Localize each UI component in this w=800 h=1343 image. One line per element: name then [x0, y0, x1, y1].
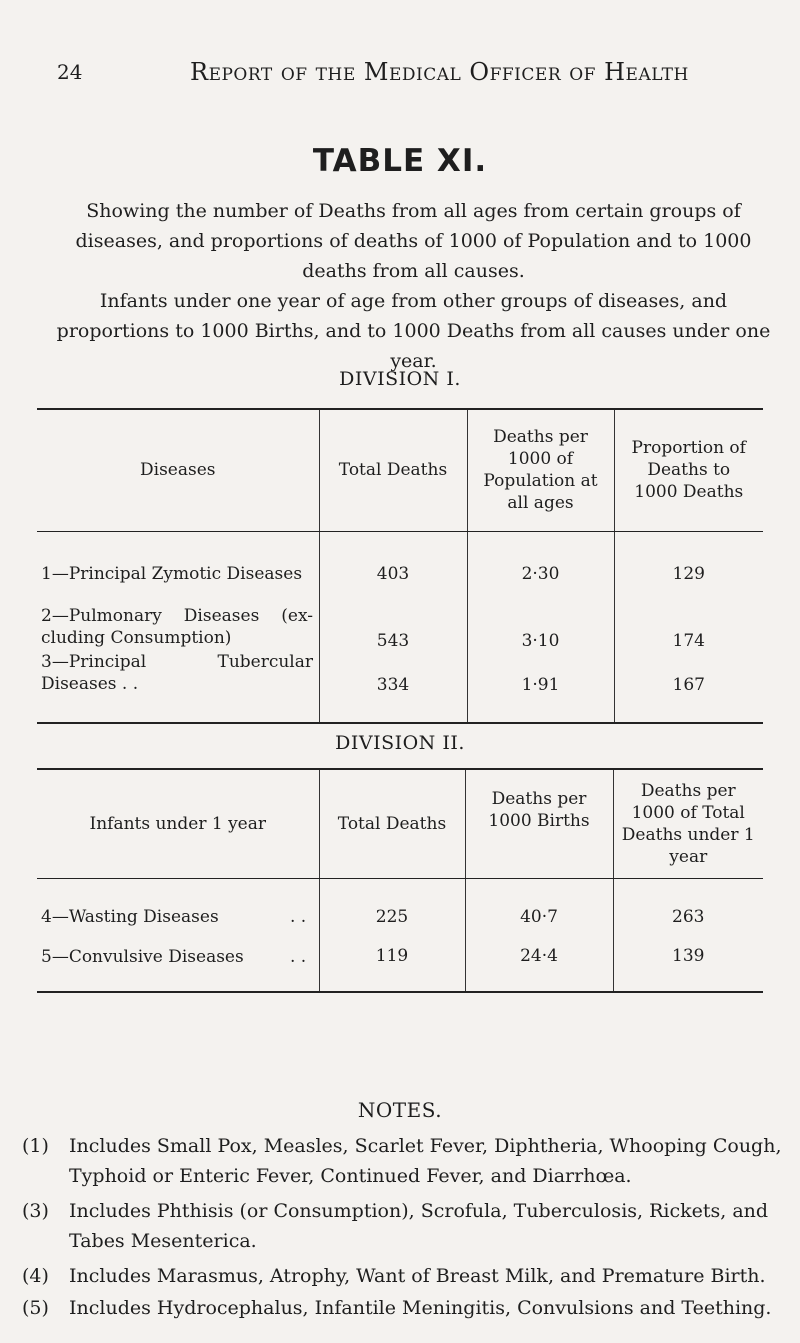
header-deaths-per-1000-births: Deaths per 1000 Births	[465, 769, 613, 878]
row-proportion: 167	[614, 651, 763, 723]
row-per-population: 3·10	[467, 603, 614, 651]
header-total-deaths: Total Deaths	[319, 769, 465, 878]
running-head: Report of the Medical Officer of Health	[190, 58, 689, 86]
row-total-deaths: 543	[319, 603, 467, 651]
row-total-deaths: 119	[319, 942, 465, 992]
row-total-deaths: 225	[319, 878, 465, 942]
table-header-row	[37, 769, 763, 878]
note-number: (5)	[22, 1297, 49, 1319]
table-header-row	[37, 409, 763, 531]
row-disease-name: 1—Principal Zymotic Diseases	[41, 564, 303, 585]
note-number: (3)	[22, 1200, 49, 1222]
row-proportion: 174	[614, 603, 763, 651]
description-paragraph-1: Showing the number of Deaths from all ages from certain groups of diseases, and proportions of deaths of 1000 of Population and to 1000 deaths from all causes.	[75, 200, 752, 282]
note-number: (4)	[22, 1265, 49, 1287]
note-item	[22, 1261, 782, 1291]
row-per-deaths: 263	[613, 878, 763, 942]
note-text: Includes Phthisis (or Consumption), Scrofula, Tuberculosis, Rickets, and Tabes Mesenterica.	[69, 1200, 769, 1252]
note-item	[22, 1196, 782, 1256]
header-total-deaths: Total Deaths	[319, 409, 467, 531]
header-deaths-per-1000-population: Deaths per 1000 of Population at all ages	[467, 409, 614, 531]
note-text: Includes Hydrocephalus, Infantile Meningitis, Convulsions and Teething.	[69, 1297, 772, 1319]
note-text: Includes Small Pox, Measles, Scarlet Fever, Diphtheria, Whooping Cough, Typhoid or Enteric Fever, Continued Fever, and Diarrhœa.	[69, 1135, 782, 1187]
row-per-population: 2·30	[467, 531, 614, 603]
description-paragraph-2: Infants under one year of age from other groups of diseases, and proportions to 1000 Births, and to 1000 Deaths from all causes under one year.	[56, 290, 771, 372]
table-row	[37, 651, 763, 723]
header-proportion-per-1000-deaths: Proportion of Deaths to 1000 Deaths	[614, 409, 763, 531]
row-disease-name: 4—Wasting Diseases . .	[41, 907, 307, 928]
row-disease-name: 3—Principal Tubercular Diseases . .	[41, 652, 313, 694]
page-number: 24	[57, 60, 83, 84]
header-infants-under-1: Infants under 1 year	[37, 769, 319, 878]
table-row	[37, 942, 763, 992]
row-per-population: 1·91	[467, 651, 614, 723]
row-total-deaths: 334	[319, 651, 467, 723]
row-per-deaths: 139	[613, 942, 763, 992]
division-2-heading: DIVISION II.	[335, 732, 465, 754]
note-text: Includes Marasmus, Atrophy, Want of Breast Milk, and Premature Birth.	[69, 1265, 766, 1287]
table-row	[37, 603, 763, 651]
note-item	[22, 1131, 782, 1191]
notes-heading: NOTES.	[357, 1098, 443, 1122]
division-1-heading: DIVISION I.	[339, 368, 461, 390]
note-item	[22, 1293, 782, 1323]
row-proportion: 129	[614, 531, 763, 603]
row-disease-name: 5—Convulsive Diseases . .	[41, 947, 307, 967]
division-1-table	[37, 408, 763, 724]
row-per-births: 24·4	[465, 942, 613, 992]
table-title: TABLE XI.	[312, 143, 488, 179]
row-per-births: 40·7	[465, 878, 613, 942]
table-row	[37, 878, 763, 942]
row-disease-name: 2—Pulmonary Diseases (ex- cluding Consumption)	[41, 606, 313, 648]
note-number: (1)	[22, 1135, 49, 1157]
division-2-table	[37, 768, 763, 993]
header-diseases: Diseases	[37, 409, 319, 531]
header-deaths-per-1000-total-deaths: Deaths per 1000 of Total Deaths under 1 year	[613, 769, 763, 878]
table-row	[37, 531, 763, 603]
row-total-deaths: 403	[319, 531, 467, 603]
